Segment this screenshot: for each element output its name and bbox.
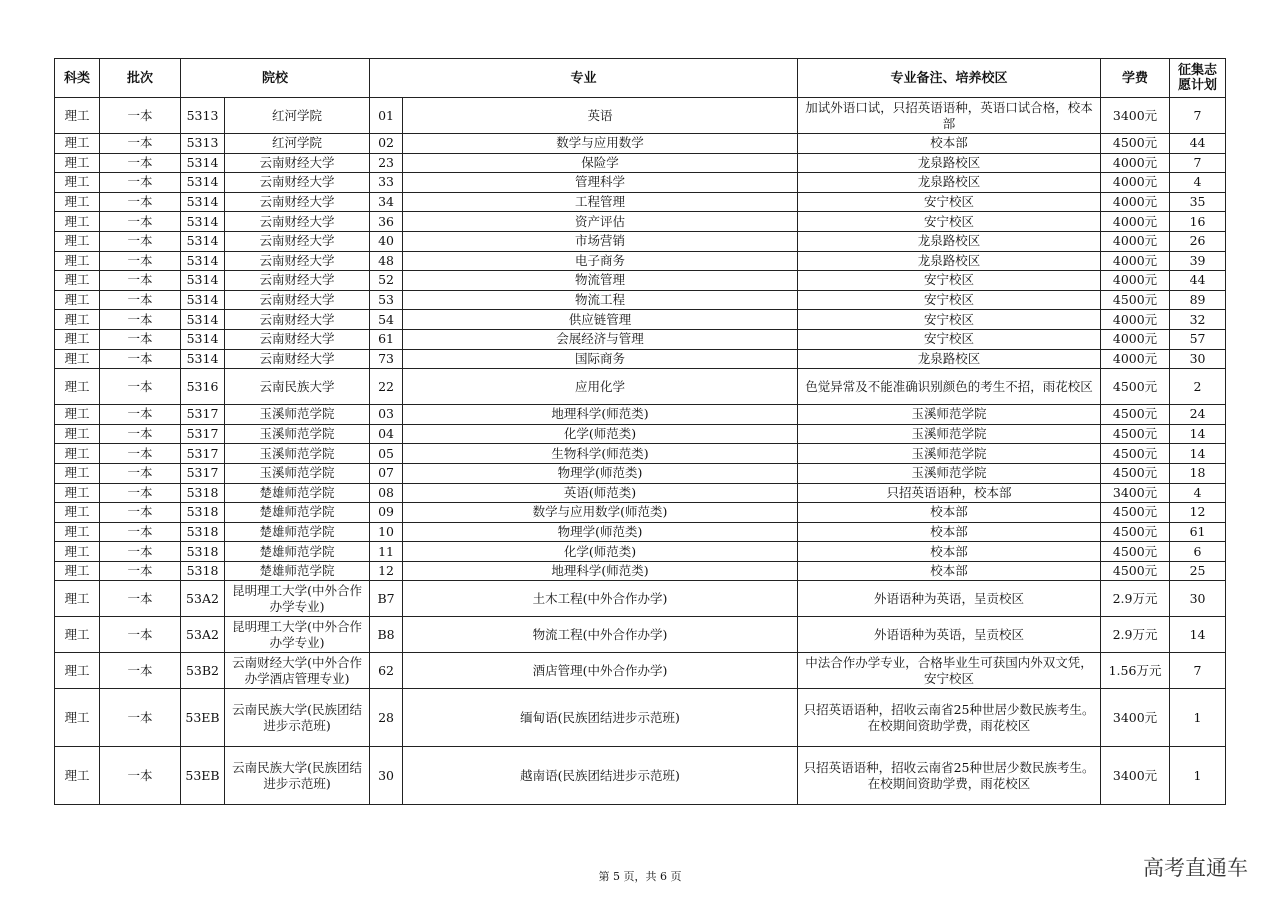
cell-school-name: 云南财经大学 xyxy=(225,349,370,369)
cell-school-code: 5316 xyxy=(181,369,225,405)
cell-major-name: 英语 xyxy=(403,98,798,134)
cell-major-code: 30 xyxy=(370,747,403,805)
cell-kelei: 理工 xyxy=(55,522,100,542)
cell-major-code: 08 xyxy=(370,483,403,503)
cell-major-name: 会展经济与管理 xyxy=(403,329,798,349)
table-row xyxy=(55,134,1226,154)
cell-tuition: 4000元 xyxy=(1101,310,1170,330)
cell-kelei: 理工 xyxy=(55,444,100,464)
cell-pici: 一本 xyxy=(100,134,181,154)
cell-school-name: 云南民族大学(民族团结进步示范班) xyxy=(225,747,370,805)
table-header-row xyxy=(55,59,1226,98)
cell-major-note: 安宁校区 xyxy=(798,329,1101,349)
cell-kelei: 理工 xyxy=(55,483,100,503)
cell-tuition: 4500元 xyxy=(1101,369,1170,405)
cell-tuition: 4500元 xyxy=(1101,542,1170,562)
table-row xyxy=(55,251,1226,271)
table-row xyxy=(55,290,1226,310)
cell-plan-count: 44 xyxy=(1170,271,1226,291)
cell-major-code: 12 xyxy=(370,561,403,581)
cell-major-note: 校本部 xyxy=(798,542,1101,562)
cell-major-code: 04 xyxy=(370,424,403,444)
cell-major-name: 管理科学 xyxy=(403,173,798,193)
cell-school-name: 云南财经大学 xyxy=(225,153,370,173)
cell-school-name: 云南民族大学(民族团结进步示范班) xyxy=(225,689,370,747)
cell-tuition: 2.9万元 xyxy=(1101,581,1170,617)
cell-tuition: 4000元 xyxy=(1101,349,1170,369)
cell-pici: 一本 xyxy=(100,192,181,212)
table-row xyxy=(55,689,1226,747)
table-row xyxy=(55,522,1226,542)
cell-major-note: 色觉异常及不能准确识别颜色的考生不招，雨花校区 xyxy=(798,369,1101,405)
cell-major-name: 生物科学(师范类) xyxy=(403,444,798,464)
cell-kelei: 理工 xyxy=(55,747,100,805)
cell-kelei: 理工 xyxy=(55,369,100,405)
cell-kelei: 理工 xyxy=(55,329,100,349)
cell-plan-count: 89 xyxy=(1170,290,1226,310)
cell-pici: 一本 xyxy=(100,369,181,405)
page-number: 第 5 页，共 6 页 xyxy=(598,870,682,883)
cell-plan-count: 44 xyxy=(1170,134,1226,154)
cell-pici: 一本 xyxy=(100,212,181,232)
cell-school-name: 云南财经大学 xyxy=(225,310,370,330)
cell-pici: 一本 xyxy=(100,444,181,464)
cell-pici: 一本 xyxy=(100,483,181,503)
cell-plan-count: 14 xyxy=(1170,444,1226,464)
cell-tuition: 4000元 xyxy=(1101,153,1170,173)
cell-school-name: 云南财经大学 xyxy=(225,173,370,193)
cell-major-code: 22 xyxy=(370,369,403,405)
cell-kelei: 理工 xyxy=(55,349,100,369)
cell-major-name: 市场营销 xyxy=(403,231,798,251)
cell-tuition: 4000元 xyxy=(1101,212,1170,232)
cell-pici: 一本 xyxy=(100,349,181,369)
cell-major-note: 玉溪师范学院 xyxy=(798,463,1101,483)
cell-school-name: 楚雄师范学院 xyxy=(225,483,370,503)
cell-pici: 一本 xyxy=(100,173,181,193)
cell-plan-count: 35 xyxy=(1170,192,1226,212)
table-row xyxy=(55,463,1226,483)
cell-school-code: 5313 xyxy=(181,98,225,134)
cell-tuition: 2.9万元 xyxy=(1101,617,1170,653)
cell-school-code: 5314 xyxy=(181,271,225,291)
cell-tuition: 3400元 xyxy=(1101,689,1170,747)
cell-pici: 一本 xyxy=(100,503,181,523)
cell-school-name: 云南财经大学 xyxy=(225,251,370,271)
cell-major-name: 物理学(师范类) xyxy=(403,522,798,542)
cell-school-code: 5314 xyxy=(181,310,225,330)
cell-tuition: 4000元 xyxy=(1101,173,1170,193)
cell-school-code: 5314 xyxy=(181,349,225,369)
cell-school-name: 玉溪师范学院 xyxy=(225,405,370,425)
table-row xyxy=(55,542,1226,562)
cell-tuition: 4500元 xyxy=(1101,463,1170,483)
table-row xyxy=(55,212,1226,232)
cell-pici: 一本 xyxy=(100,689,181,747)
cell-school-name: 玉溪师范学院 xyxy=(225,463,370,483)
cell-tuition: 4000元 xyxy=(1101,192,1170,212)
cell-kelei: 理工 xyxy=(55,463,100,483)
cell-school-name: 云南财经大学 xyxy=(225,329,370,349)
header-kelei: 科类 xyxy=(55,59,100,98)
cell-pici: 一本 xyxy=(100,617,181,653)
cell-major-note: 只招英语语种，校本部 xyxy=(798,483,1101,503)
cell-plan-count: 18 xyxy=(1170,463,1226,483)
cell-school-name: 昆明理工大学(中外合作办学专业) xyxy=(225,617,370,653)
header-jihua: 征集志愿计划 xyxy=(1170,59,1226,98)
cell-major-name: 数学与应用数学 xyxy=(403,134,798,154)
cell-pici: 一本 xyxy=(100,290,181,310)
cell-plan-count: 2 xyxy=(1170,369,1226,405)
table-row xyxy=(55,349,1226,369)
cell-tuition: 4500元 xyxy=(1101,561,1170,581)
cell-plan-count: 26 xyxy=(1170,231,1226,251)
cell-kelei: 理工 xyxy=(55,310,100,330)
cell-pici: 一本 xyxy=(100,653,181,689)
table-row xyxy=(55,561,1226,581)
cell-major-name: 供应链管理 xyxy=(403,310,798,330)
table-row xyxy=(55,653,1226,689)
cell-school-code: 5314 xyxy=(181,251,225,271)
cell-major-code: 23 xyxy=(370,153,403,173)
cell-plan-count: 1 xyxy=(1170,747,1226,805)
cell-major-note: 校本部 xyxy=(798,522,1101,542)
cell-plan-count: 4 xyxy=(1170,483,1226,503)
cell-school-code: 5317 xyxy=(181,405,225,425)
cell-major-code: 03 xyxy=(370,405,403,425)
cell-major-note: 外语语种为英语，呈贡校区 xyxy=(798,617,1101,653)
cell-kelei: 理工 xyxy=(55,134,100,154)
cell-plan-count: 32 xyxy=(1170,310,1226,330)
cell-major-note: 安宁校区 xyxy=(798,192,1101,212)
cell-plan-count: 57 xyxy=(1170,329,1226,349)
cell-major-name: 工程管理 xyxy=(403,192,798,212)
cell-major-code: 33 xyxy=(370,173,403,193)
cell-major-name: 物流管理 xyxy=(403,271,798,291)
cell-major-code: B7 xyxy=(370,581,403,617)
watermark-text: 高考直通车 xyxy=(1143,856,1248,880)
cell-school-name: 红河学院 xyxy=(225,98,370,134)
table-row xyxy=(55,98,1226,134)
cell-major-code: 02 xyxy=(370,134,403,154)
cell-school-name: 云南财经大学 xyxy=(225,290,370,310)
cell-pici: 一本 xyxy=(100,463,181,483)
cell-major-note: 校本部 xyxy=(798,134,1101,154)
cell-tuition: 4500元 xyxy=(1101,522,1170,542)
cell-tuition: 4000元 xyxy=(1101,251,1170,271)
cell-pici: 一本 xyxy=(100,153,181,173)
cell-pici: 一本 xyxy=(100,231,181,251)
table-row xyxy=(55,369,1226,405)
header-yuanxiao: 院校 xyxy=(181,59,370,98)
cell-pici: 一本 xyxy=(100,542,181,562)
cell-kelei: 理工 xyxy=(55,290,100,310)
cell-kelei: 理工 xyxy=(55,503,100,523)
cell-tuition: 4000元 xyxy=(1101,329,1170,349)
cell-major-name: 保险学 xyxy=(403,153,798,173)
cell-major-name: 应用化学 xyxy=(403,369,798,405)
cell-major-name: 缅甸语(民族团结进步示范班) xyxy=(403,689,798,747)
cell-major-note: 校本部 xyxy=(798,561,1101,581)
cell-major-note: 加试外语口试，只招英语语种，英语口试合格，校本部 xyxy=(798,98,1101,134)
table-row xyxy=(55,192,1226,212)
cell-school-code: 5318 xyxy=(181,522,225,542)
cell-tuition: 3400元 xyxy=(1101,483,1170,503)
cell-school-name: 云南财经大学 xyxy=(225,271,370,291)
cell-plan-count: 7 xyxy=(1170,653,1226,689)
cell-school-code: 5318 xyxy=(181,483,225,503)
cell-major-name: 数学与应用数学(师范类) xyxy=(403,503,798,523)
cell-major-code: 52 xyxy=(370,271,403,291)
cell-kelei: 理工 xyxy=(55,617,100,653)
cell-major-code: 34 xyxy=(370,192,403,212)
cell-major-code: 28 xyxy=(370,689,403,747)
cell-kelei: 理工 xyxy=(55,98,100,134)
cell-school-name: 玉溪师范学院 xyxy=(225,444,370,464)
cell-school-code: 5314 xyxy=(181,173,225,193)
table-row xyxy=(55,581,1226,617)
header-xuefei: 学费 xyxy=(1101,59,1170,98)
cell-major-note: 安宁校区 xyxy=(798,290,1101,310)
cell-major-note: 玉溪师范学院 xyxy=(798,424,1101,444)
cell-major-code: 10 xyxy=(370,522,403,542)
cell-pici: 一本 xyxy=(100,271,181,291)
cell-major-note: 外语语种为英语，呈贡校区 xyxy=(798,581,1101,617)
cell-school-code: 5314 xyxy=(181,231,225,251)
cell-school-code: 53EB xyxy=(181,747,225,805)
cell-pici: 一本 xyxy=(100,747,181,805)
cell-major-code: 48 xyxy=(370,251,403,271)
cell-kelei: 理工 xyxy=(55,561,100,581)
cell-major-name: 物流工程(中外合作办学) xyxy=(403,617,798,653)
cell-school-code: 53A2 xyxy=(181,581,225,617)
cell-major-note: 龙泉路校区 xyxy=(798,153,1101,173)
cell-school-code: 5318 xyxy=(181,561,225,581)
cell-tuition: 4500元 xyxy=(1101,424,1170,444)
cell-school-code: 5317 xyxy=(181,463,225,483)
cell-plan-count: 30 xyxy=(1170,349,1226,369)
cell-major-code: B8 xyxy=(370,617,403,653)
cell-major-name: 越南语(民族团结进步示范班) xyxy=(403,747,798,805)
cell-kelei: 理工 xyxy=(55,542,100,562)
cell-major-note: 龙泉路校区 xyxy=(798,173,1101,193)
cell-major-note: 只招英语语种，招收云南省25种世居少数民族考生。在校期间资助学费，雨花校区 xyxy=(798,747,1101,805)
cell-school-code: 5318 xyxy=(181,503,225,523)
cell-plan-count: 61 xyxy=(1170,522,1226,542)
cell-school-name: 楚雄师范学院 xyxy=(225,542,370,562)
cell-major-note: 中法合作办学专业，合格毕业生可获国内外双文凭，安宁校区 xyxy=(798,653,1101,689)
cell-school-name: 玉溪师范学院 xyxy=(225,424,370,444)
cell-plan-count: 16 xyxy=(1170,212,1226,232)
table-row xyxy=(55,405,1226,425)
cell-kelei: 理工 xyxy=(55,231,100,251)
cell-tuition: 4500元 xyxy=(1101,290,1170,310)
cell-major-name: 资产评估 xyxy=(403,212,798,232)
cell-major-note: 安宁校区 xyxy=(798,310,1101,330)
table-row xyxy=(55,444,1226,464)
cell-major-note: 龙泉路校区 xyxy=(798,231,1101,251)
cell-plan-count: 1 xyxy=(1170,689,1226,747)
cell-pici: 一本 xyxy=(100,581,181,617)
cell-plan-count: 39 xyxy=(1170,251,1226,271)
cell-kelei: 理工 xyxy=(55,271,100,291)
cell-plan-count: 7 xyxy=(1170,98,1226,134)
cell-school-name: 云南财经大学(中外合作办学酒店管理专业) xyxy=(225,653,370,689)
table-row xyxy=(55,747,1226,805)
cell-major-code: 36 xyxy=(370,212,403,232)
table-row xyxy=(55,153,1226,173)
admission-plan-table xyxy=(54,58,1226,805)
cell-school-code: 5317 xyxy=(181,444,225,464)
cell-kelei: 理工 xyxy=(55,424,100,444)
cell-major-note: 安宁校区 xyxy=(798,212,1101,232)
header-zhuanye: 专业 xyxy=(370,59,798,98)
cell-major-code: 01 xyxy=(370,98,403,134)
cell-tuition: 4500元 xyxy=(1101,444,1170,464)
cell-kelei: 理工 xyxy=(55,251,100,271)
cell-pici: 一本 xyxy=(100,310,181,330)
cell-tuition: 4500元 xyxy=(1101,405,1170,425)
cell-tuition: 4500元 xyxy=(1101,134,1170,154)
cell-major-name: 化学(师范类) xyxy=(403,542,798,562)
cell-school-name: 楚雄师范学院 xyxy=(225,522,370,542)
cell-plan-count: 6 xyxy=(1170,542,1226,562)
table-row xyxy=(55,329,1226,349)
cell-school-code: 5314 xyxy=(181,212,225,232)
table-body xyxy=(55,98,1226,805)
cell-plan-count: 4 xyxy=(1170,173,1226,193)
table-row xyxy=(55,424,1226,444)
cell-pici: 一本 xyxy=(100,522,181,542)
cell-plan-count: 14 xyxy=(1170,424,1226,444)
cell-tuition: 4500元 xyxy=(1101,503,1170,523)
cell-plan-count: 14 xyxy=(1170,617,1226,653)
cell-major-code: 61 xyxy=(370,329,403,349)
cell-major-note: 校本部 xyxy=(798,503,1101,523)
cell-school-code: 5313 xyxy=(181,134,225,154)
header-beizhu: 专业备注、培养校区 xyxy=(798,59,1101,98)
cell-major-code: 05 xyxy=(370,444,403,464)
cell-school-name: 云南财经大学 xyxy=(225,192,370,212)
cell-pici: 一本 xyxy=(100,98,181,134)
cell-tuition: 4000元 xyxy=(1101,231,1170,251)
cell-major-code: 53 xyxy=(370,290,403,310)
cell-major-code: 73 xyxy=(370,349,403,369)
cell-school-code: 5318 xyxy=(181,542,225,562)
cell-major-note: 只招英语语种，招收云南省25种世居少数民族考生。在校期间资助学费，雨花校区 xyxy=(798,689,1101,747)
cell-major-name: 物流工程 xyxy=(403,290,798,310)
cell-school-code: 53EB xyxy=(181,689,225,747)
cell-school-code: 5314 xyxy=(181,153,225,173)
cell-major-code: 07 xyxy=(370,463,403,483)
table-row xyxy=(55,617,1226,653)
cell-kelei: 理工 xyxy=(55,689,100,747)
cell-tuition: 3400元 xyxy=(1101,747,1170,805)
cell-kelei: 理工 xyxy=(55,173,100,193)
cell-school-code: 5314 xyxy=(181,192,225,212)
cell-school-code: 53B2 xyxy=(181,653,225,689)
cell-kelei: 理工 xyxy=(55,153,100,173)
cell-plan-count: 24 xyxy=(1170,405,1226,425)
cell-school-name: 楚雄师范学院 xyxy=(225,503,370,523)
cell-school-name: 楚雄师范学院 xyxy=(225,561,370,581)
cell-major-code: 09 xyxy=(370,503,403,523)
cell-major-code: 62 xyxy=(370,653,403,689)
cell-school-name: 云南民族大学 xyxy=(225,369,370,405)
cell-tuition: 3400元 xyxy=(1101,98,1170,134)
table-row xyxy=(55,231,1226,251)
cell-kelei: 理工 xyxy=(55,212,100,232)
cell-school-code: 5317 xyxy=(181,424,225,444)
cell-major-name: 英语(师范类) xyxy=(403,483,798,503)
cell-kelei: 理工 xyxy=(55,405,100,425)
cell-school-code: 5314 xyxy=(181,329,225,349)
cell-school-name: 红河学院 xyxy=(225,134,370,154)
table-row xyxy=(55,503,1226,523)
cell-pici: 一本 xyxy=(100,561,181,581)
cell-major-name: 电子商务 xyxy=(403,251,798,271)
cell-kelei: 理工 xyxy=(55,653,100,689)
cell-tuition: 1.56万元 xyxy=(1101,653,1170,689)
table-row xyxy=(55,483,1226,503)
cell-pici: 一本 xyxy=(100,405,181,425)
header-pici: 批次 xyxy=(100,59,181,98)
cell-major-note: 龙泉路校区 xyxy=(798,251,1101,271)
cell-major-name: 地理科学(师范类) xyxy=(403,561,798,581)
cell-major-name: 地理科学(师范类) xyxy=(403,405,798,425)
cell-school-name: 昆明理工大学(中外合作办学专业) xyxy=(225,581,370,617)
cell-pici: 一本 xyxy=(100,424,181,444)
cell-pici: 一本 xyxy=(100,329,181,349)
cell-kelei: 理工 xyxy=(55,581,100,617)
cell-major-code: 40 xyxy=(370,231,403,251)
cell-major-name: 国际商务 xyxy=(403,349,798,369)
cell-tuition: 4000元 xyxy=(1101,271,1170,291)
cell-major-note: 龙泉路校区 xyxy=(798,349,1101,369)
cell-plan-count: 7 xyxy=(1170,153,1226,173)
table-row xyxy=(55,271,1226,291)
cell-major-note: 安宁校区 xyxy=(798,271,1101,291)
cell-plan-count: 12 xyxy=(1170,503,1226,523)
cell-school-name: 云南财经大学 xyxy=(225,212,370,232)
cell-major-note: 玉溪师范学院 xyxy=(798,444,1101,464)
cell-school-code: 5314 xyxy=(181,290,225,310)
cell-major-note: 玉溪师范学院 xyxy=(798,405,1101,425)
cell-major-name: 酒店管理(中外合作办学) xyxy=(403,653,798,689)
cell-major-code: 54 xyxy=(370,310,403,330)
cell-major-name: 土木工程(中外合作办学) xyxy=(403,581,798,617)
cell-pici: 一本 xyxy=(100,251,181,271)
cell-school-code: 53A2 xyxy=(181,617,225,653)
cell-plan-count: 25 xyxy=(1170,561,1226,581)
table-row xyxy=(55,310,1226,330)
cell-school-name: 云南财经大学 xyxy=(225,231,370,251)
cell-major-code: 11 xyxy=(370,542,403,562)
cell-kelei: 理工 xyxy=(55,192,100,212)
cell-plan-count: 30 xyxy=(1170,581,1226,617)
cell-major-name: 物理学(师范类) xyxy=(403,463,798,483)
cell-major-name: 化学(师范类) xyxy=(403,424,798,444)
table-row xyxy=(55,173,1226,193)
